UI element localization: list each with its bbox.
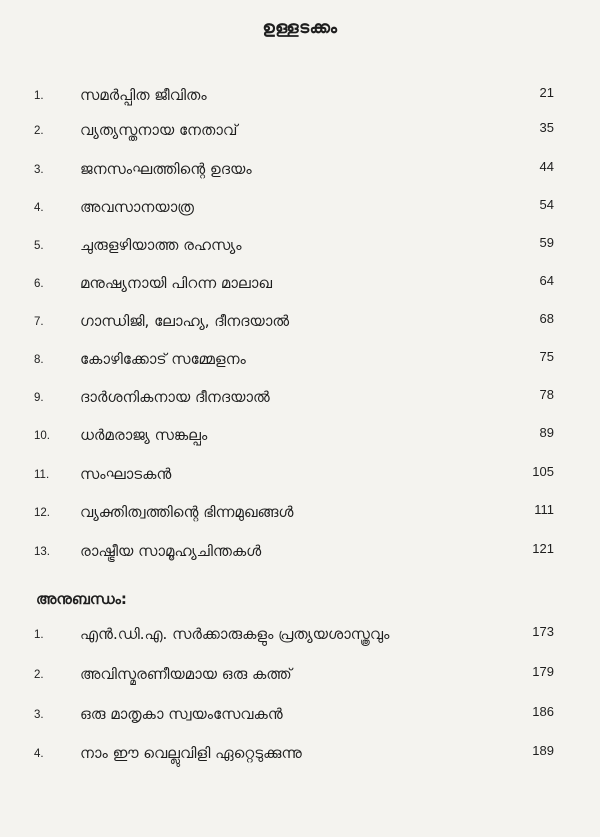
toc-title: അവസാനയാത്ര: [80, 198, 194, 216]
toc-number: 8.: [34, 354, 44, 366]
toc-row: [0, 270, 600, 300]
toc-page-number: 179: [532, 664, 554, 679]
toc-row: [0, 461, 600, 491]
toc-page-number: 35: [539, 120, 554, 135]
toc-number: 5.: [34, 240, 44, 252]
toc-page-number: 186: [532, 704, 554, 719]
toc-row: [0, 422, 600, 452]
toc-title: സംഘാടകൻ: [80, 465, 172, 483]
toc-page-number: 189: [532, 743, 554, 758]
toc-page-number: 78: [539, 387, 554, 402]
toc-page-number: 68: [539, 311, 554, 326]
toc-row: [0, 156, 600, 186]
toc-page-number: 105: [532, 464, 554, 479]
appendix-row: [0, 701, 600, 731]
toc-number: 12.: [34, 507, 50, 519]
toc-page-number: 89: [539, 425, 554, 440]
toc-row: [0, 194, 600, 224]
toc-title: കോഴിക്കോട് സമ്മേളനം: [80, 350, 246, 368]
toc-row: [0, 499, 600, 529]
toc-title: ചുരുളഴിയാത്ത രഹസ്യം: [80, 236, 242, 254]
toc-row: [0, 538, 600, 568]
toc-row: [0, 384, 600, 414]
toc-title: എൻ.ഡി.എ. സർക്കാരുകളും പ്രത്യയശാസ്ത്രവും: [80, 625, 390, 643]
toc-page-number: 64: [539, 273, 554, 288]
toc-number: 2.: [34, 125, 44, 137]
toc-page-number: 173: [532, 624, 554, 639]
appendix-row: [0, 740, 600, 770]
toc-row: [0, 232, 600, 262]
appendix-row: [0, 621, 600, 651]
toc-number: 3.: [34, 164, 44, 176]
toc-title: ജനസംഘത്തിന്റെ ഉദയം: [80, 160, 252, 178]
page-title: ഉള്ളടക്കം: [262, 18, 338, 38]
toc-title: മനുഷ്യനായി പിറന്ന മാലാഖ: [80, 274, 272, 292]
toc-title: ഗാന്ധിജി, ലോഹ്യ, ദീനദയാൽ: [80, 312, 290, 330]
toc-number: 9.: [34, 392, 44, 404]
toc-number: 1.: [34, 90, 44, 102]
toc-title: ധർമരാജ്യ സങ്കല്പം: [80, 426, 208, 444]
toc-row: [0, 308, 600, 338]
toc-number: 2.: [34, 669, 44, 681]
toc-row: [0, 82, 600, 112]
toc-title: സമർപ്പിത ജീവിതം: [80, 86, 207, 104]
toc-page-number: 121: [532, 541, 554, 556]
toc-title: അവിസ്മരണീയമായ ഒരു കത്ത്: [80, 665, 292, 683]
toc-row: [0, 117, 600, 147]
toc-title: വ്യത്യസ്തനായ നേതാവ്: [80, 121, 238, 139]
toc-number: 6.: [34, 278, 44, 290]
toc-number: 7.: [34, 316, 44, 328]
toc-title: രാഷ്ട്രീയ സാമൂഹ്യചിന്തകൾ: [80, 542, 262, 560]
toc-number: 3.: [34, 709, 44, 721]
toc-page-number: 21: [539, 85, 554, 100]
toc-page-number: 75: [539, 349, 554, 364]
appendix-row: [0, 661, 600, 691]
toc-title: വ്യക്തിത്വത്തിന്റെ ഭിന്നമുഖങ്ങൾ: [80, 503, 294, 521]
toc-title: ഒരു മാതൃകാ സ്വയംസേവകൻ: [80, 705, 283, 723]
toc-page-number: 44: [539, 159, 554, 174]
appendix-heading: അനുബന്ധം:: [36, 590, 127, 608]
toc-row: [0, 346, 600, 376]
toc-page-number: 111: [534, 502, 554, 517]
toc-title: നാം ഈ വെല്ലുവിളി ഏറ്റെടുക്കുന്നു: [80, 744, 302, 762]
toc-number: 10.: [34, 430, 50, 442]
toc-number: 11.: [34, 469, 50, 481]
toc-number: 4.: [34, 748, 44, 760]
toc-number: 4.: [34, 202, 44, 214]
toc-page-number: 54: [539, 197, 554, 212]
toc-number: 13.: [34, 546, 50, 558]
toc-title: ദാർശനികനായ ദീനദയാൽ: [80, 388, 270, 406]
toc-page-number: 59: [539, 235, 554, 250]
toc-number: 1.: [34, 629, 44, 641]
